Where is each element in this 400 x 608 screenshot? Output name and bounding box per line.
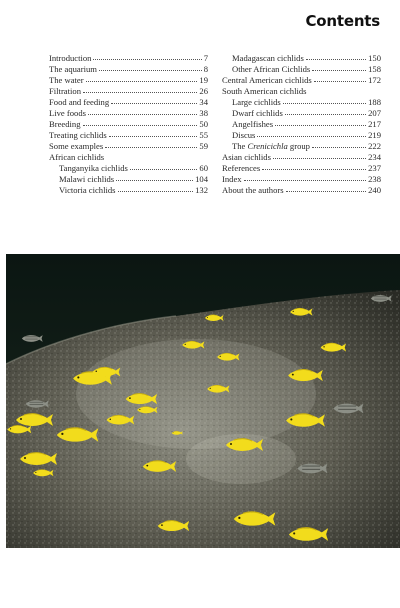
toc-leader-dots bbox=[118, 191, 194, 192]
toc-leader-dots bbox=[273, 158, 366, 159]
toc-leader-dots bbox=[262, 169, 366, 170]
toc-entry-page: 217 bbox=[368, 119, 381, 129]
toc-entry-label: Dwarf cichlids bbox=[232, 108, 283, 118]
toc-leader-dots bbox=[306, 59, 366, 60]
toc-entry bbox=[49, 75, 208, 86]
toc-entry bbox=[222, 141, 381, 152]
toc-entry-page: 59 bbox=[199, 141, 208, 151]
toc-entry-page: 38 bbox=[199, 108, 208, 118]
toc-entry-page: 234 bbox=[368, 152, 381, 162]
toc-entry-page: 237 bbox=[368, 163, 381, 173]
toc-entry-page: 238 bbox=[368, 174, 381, 184]
toc-entry-label: Introduction bbox=[49, 53, 92, 63]
toc-column-right bbox=[222, 53, 381, 196]
toc-entry bbox=[49, 53, 208, 64]
toc-entry bbox=[222, 75, 381, 86]
toc-leader-dots bbox=[111, 103, 197, 104]
toc-leader-dots bbox=[86, 81, 198, 82]
toc-entry-page: 132 bbox=[195, 185, 208, 195]
toc-entry bbox=[49, 130, 208, 141]
toc-entry-label: Madagascan cichlids bbox=[232, 53, 304, 63]
toc-entry-label: Index bbox=[222, 174, 242, 184]
toc-leader-dots bbox=[83, 92, 197, 93]
toc-entry-page: 7 bbox=[203, 53, 208, 63]
toc-entry bbox=[49, 108, 208, 119]
toc-leader-dots bbox=[105, 147, 197, 148]
toc-entry bbox=[222, 130, 381, 141]
toc-entry-label: Asian cichlids bbox=[222, 152, 271, 162]
toc-leader-dots bbox=[244, 180, 367, 181]
toc-entry-label: Large cichlids bbox=[232, 97, 281, 107]
toc-entry-label: References bbox=[222, 163, 261, 173]
toc-entry bbox=[222, 185, 381, 196]
page-title: Contents bbox=[305, 12, 380, 30]
toc-entry bbox=[49, 64, 208, 75]
toc-entry bbox=[49, 174, 208, 185]
toc-entry bbox=[222, 53, 381, 64]
toc-entry-label: Breeding bbox=[49, 119, 81, 129]
toc-entry bbox=[49, 141, 208, 152]
toc-entry-label: Victoria cichlids bbox=[59, 185, 116, 195]
toc-leader-dots bbox=[286, 191, 367, 192]
toc-entry bbox=[222, 86, 381, 97]
toc-entry-page: 60 bbox=[199, 163, 208, 173]
toc-entry-label: Tanganyika cichlids bbox=[59, 163, 128, 173]
toc-entry-page: 8 bbox=[203, 64, 208, 74]
toc-leader-dots bbox=[257, 136, 366, 137]
toc-leader-dots bbox=[285, 114, 366, 115]
toc-entry-page: 50 bbox=[199, 119, 208, 129]
toc-entry-label: The aquarium bbox=[49, 64, 97, 74]
toc-leader-dots bbox=[116, 180, 193, 181]
toc-entry-label: The water bbox=[49, 75, 84, 85]
toc-leader-dots bbox=[130, 169, 198, 170]
toc-entry bbox=[222, 163, 381, 174]
toc-leader-dots bbox=[275, 125, 366, 126]
toc-entry bbox=[49, 152, 208, 163]
toc-entry-page: 55 bbox=[199, 130, 208, 140]
toc-entry bbox=[222, 108, 381, 119]
toc-entry-page: 172 bbox=[368, 75, 381, 85]
toc-entry bbox=[222, 97, 381, 108]
toc-entry bbox=[222, 152, 381, 163]
toc-entry-page: 104 bbox=[195, 174, 208, 184]
toc-entry-label: South American cichlids bbox=[222, 86, 307, 96]
toc-entry-label: Central American cichlids bbox=[222, 75, 312, 85]
toc-leader-dots bbox=[83, 125, 198, 126]
toc-entry-label: Some examples bbox=[49, 141, 104, 151]
toc-entry-label: Filtration bbox=[49, 86, 81, 96]
toc-entry-page: 207 bbox=[368, 108, 381, 118]
toc-entry-page: 26 bbox=[199, 86, 208, 96]
toc-entry-label: Other African Cichlids bbox=[232, 64, 311, 74]
toc-entry bbox=[49, 86, 208, 97]
toc-entry-page: 219 bbox=[368, 130, 381, 140]
toc-entry-label: Discus bbox=[232, 130, 256, 140]
toc-entry-page: 188 bbox=[368, 97, 381, 107]
toc-entry-label: African cichlids bbox=[49, 152, 105, 162]
toc-leader-dots bbox=[109, 136, 198, 137]
toc-leader-dots bbox=[93, 59, 201, 60]
cichlid-photo bbox=[6, 254, 400, 548]
toc-entry bbox=[222, 119, 381, 130]
toc-entry bbox=[49, 185, 208, 196]
toc-entry-label: Malawi cichlids bbox=[59, 174, 115, 184]
toc-entry-page: 150 bbox=[368, 53, 381, 63]
toc-entry-page: 222 bbox=[368, 141, 381, 151]
toc-entry bbox=[49, 97, 208, 108]
toc-entry bbox=[222, 64, 381, 75]
toc-entry-page: 19 bbox=[199, 75, 208, 85]
toc-entry-label: About the authors bbox=[222, 185, 284, 195]
toc-leader-dots bbox=[283, 103, 366, 104]
toc-entry-label: Treating cichlids bbox=[49, 130, 107, 140]
toc-entry-label: Live foods bbox=[49, 108, 86, 118]
toc-leader-dots bbox=[106, 158, 206, 159]
toc-leader-dots bbox=[312, 70, 366, 71]
toc-leader-dots bbox=[314, 81, 366, 82]
toc-leader-dots bbox=[99, 70, 202, 71]
toc-entry bbox=[222, 174, 381, 185]
toc-column-left bbox=[49, 53, 208, 196]
toc-leader-dots bbox=[312, 147, 366, 148]
toc-entry-page: 34 bbox=[199, 97, 208, 107]
toc-leader-dots bbox=[88, 114, 197, 115]
toc-entry-page: 240 bbox=[368, 185, 381, 195]
toc-entry-label: Angelfishes bbox=[232, 119, 274, 129]
toc-entry bbox=[49, 119, 208, 130]
toc-entry-label: Food and feeding bbox=[49, 97, 110, 107]
toc-entry-page: 158 bbox=[368, 64, 381, 74]
toc-leader-dots bbox=[309, 92, 380, 93]
toc-entry-label: The Crenicichla group bbox=[232, 141, 310, 151]
toc-entry bbox=[49, 163, 208, 174]
